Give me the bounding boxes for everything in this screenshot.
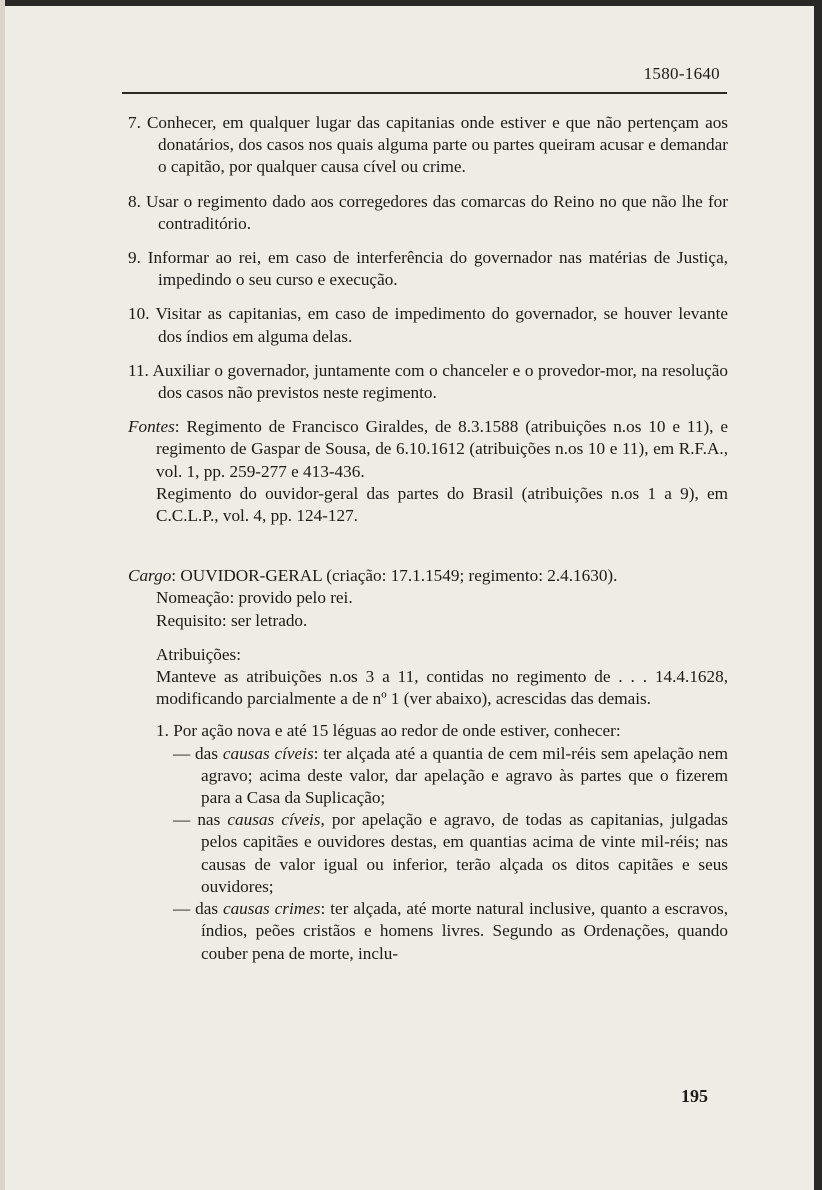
list-item: 10. Visitar as capitanias, em caso de impedimento do governador, se houver levante dos índios em alguma delas. <box>128 304 728 346</box>
atribuicoes-text: Manteve as atribuições n.os 3 a 11, contidas no regimento de . . . 14.4.1628, modificando parcialmente a de nº 1 (ver abaixo), acrescidas das demais. <box>156 667 728 709</box>
dash-item: — das causas cíveis: ter alçada até a quantia de cem mil-réis sem apelação nem agravo; acima deste valor, dar apelação e agravo às partes que o fizerem para a Casa da Suplicação; <box>173 743 728 808</box>
sources-label: Fontes <box>128 417 175 437</box>
cargo-title: OUVIDOR-GERAL (criação: 17.1.1549; regimento: 2.4.1630). <box>180 566 618 586</box>
list-item: 11. Auxiliar o governador, juntamente com o chanceler e o provedor-mor, na resolução dos casos não previstos neste regimento. <box>128 360 728 403</box>
list-item: 9. Informar ao rei, em caso de interferência do governador nas matérias de Justiça, impedindo o seu curso e execução. <box>128 248 728 290</box>
header-rule <box>122 92 727 94</box>
list-item: 7. Conhecer, em qualquer lugar das capitanias onde estiver e que não pertençam aos donatários, dos casos nos quais alguma parte ou partes queiram acusar e demandar o capitão, por qualquer causa cível ou crime. <box>128 113 728 177</box>
scan-edge-top <box>0 0 822 6</box>
scan-edge-right <box>814 0 822 1190</box>
dash-item: — das causas crimes: ter alçada, até morte natural inclusive, quanto a escravos, índios, peões cristãos e homens livres. Segundo as Ordenações, quando couber pena de morte, inclu- <box>173 899 728 963</box>
running-head: 1580-1640 <box>643 64 720 83</box>
cargo-heading: Cargo: OUVIDOR-GERAL (criação: 17.1.1549; regimento: 2.4.1630). <box>128 566 618 586</box>
requisito: Requisito: ser letrado. <box>156 610 308 630</box>
atribuicoes-label: Atribuições: <box>156 644 241 664</box>
page-number: 195 <box>681 1086 708 1106</box>
item-1-intro: 1. Por ação nova e até 15 léguas ao redor de onde estiver, conhecer: <box>156 721 621 741</box>
cargo-label: Cargo <box>128 566 172 586</box>
sources-paragraph: Fontes: Regimento de Francisco Giraldes, de 8.3.1588 (atribuições n.os 10 e 11), e regimento de Gaspar de Sousa, de 6.10.1612 (atribuições n.os 10 e 11), em R.F.A., vol. 1, pp. 259-277 e 413-436. <box>128 417 728 481</box>
list-item: 8. Usar o regimento dado aos corregedores das comarcas do Reino no que não lhe for contraditório. <box>128 191 728 233</box>
sources-text-2: Regimento do ouvidor-geral das partes do Brasil (atribuições n.os 1 a 9), em C.C.L.P., vol. 4, pp. 124-127. <box>156 483 728 526</box>
scan-edge-left <box>0 0 5 1190</box>
body-text <box>128 112 728 965</box>
dash-item: — nas causas cíveis, por apelação e agravo, de todas as capitanias, julgadas pelos capitães e ouvidores destas, em quantias acima de vinte mil-réis; nas causas de valor igual ou inferior, terão alçada os ditos capitães e seus ouvidores; <box>173 810 728 896</box>
nomeacao: Nomeação: provido pelo rei. <box>156 588 353 608</box>
sources-text-1: Regimento de Francisco Giraldes, de 8.3.1588 (atribuições n.os 10 e 11), e regimento de Gaspar de Sousa, de 6.10.1612 (atribuições n.os 10 e 11), em R.F.A., vol. 1, pp. 259-277 e 413-436. <box>156 417 728 481</box>
